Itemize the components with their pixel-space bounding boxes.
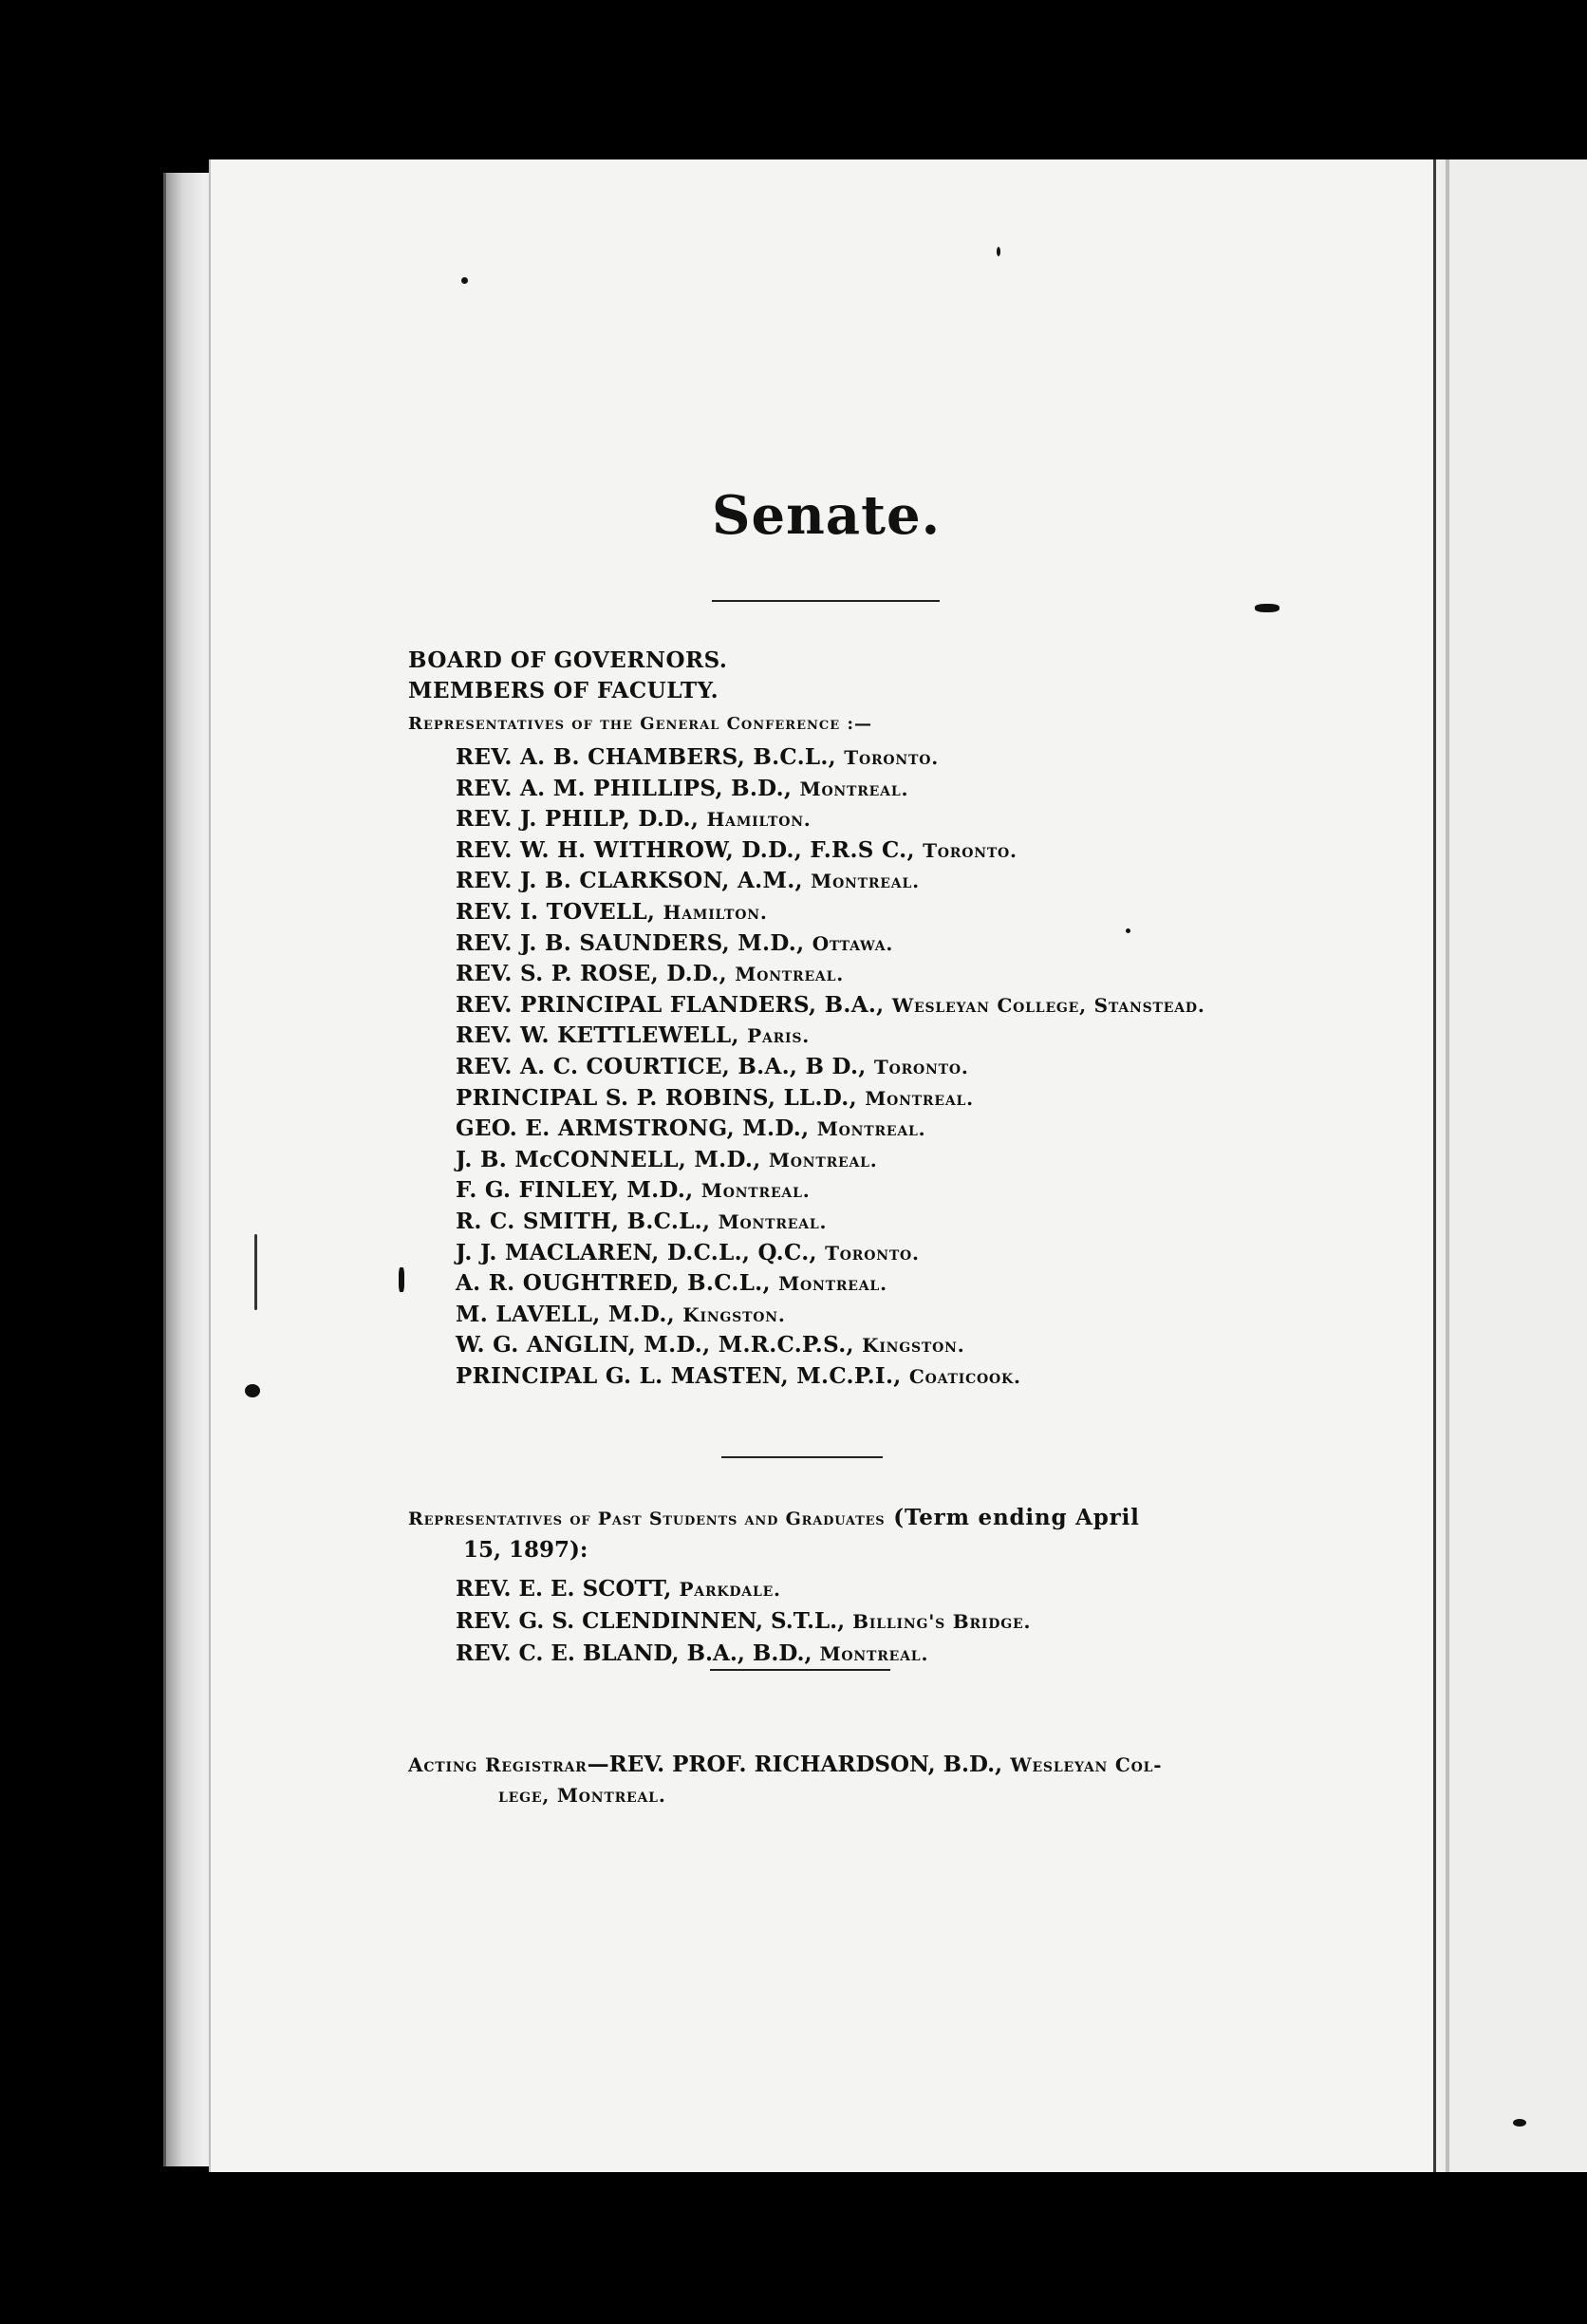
registrar-label: Acting Registrar <box>408 1753 588 1776</box>
member-place: Wesleyan College, Stanstead. <box>891 993 1205 1017</box>
registrar-place: Wesleyan Col- <box>1010 1753 1163 1776</box>
member-name: REV. PRINCIPAL FLANDERS, B.A., <box>456 991 892 1018</box>
scan-speck <box>245 1384 260 1397</box>
member-entry <box>456 774 1205 805</box>
member-name: REV. S. P. ROSE, D.D., <box>456 961 736 987</box>
member-place: Toronto. <box>844 746 939 769</box>
member-entry <box>456 866 1205 897</box>
member-entry <box>456 1145 1205 1176</box>
member-entry <box>456 742 1205 774</box>
registrar-place-continued: lege, Montreal. <box>498 1784 666 1807</box>
member-name: REV. W. H. WITHROW, D.D., F.R.S C., <box>456 836 924 863</box>
member-name: PRINCIPAL G. L. MASTEN, M.C.P.I., <box>456 1362 909 1389</box>
member-entry <box>456 1052 1205 1083</box>
general-conference-label: Representatives of the General Conference :— <box>408 714 873 734</box>
member-place: Montreal. <box>700 1179 811 1203</box>
member-place: Toronto. <box>825 1241 920 1265</box>
member-place: Montreal. <box>819 1642 929 1665</box>
member-place: Paris. <box>747 1024 811 1048</box>
member-place: Ottawa. <box>812 931 894 955</box>
past-students-term-continued: 15, 1897): <box>463 1537 588 1563</box>
member-place: Montreal. <box>811 870 920 893</box>
facing-page-edge <box>1433 159 1587 2172</box>
member-entry <box>456 1083 1205 1115</box>
member-name: J. J. MACLAREN, D.C.L., Q.C., <box>456 1239 826 1265</box>
member-entry <box>456 1638 1281 1670</box>
member-place: Montreal. <box>799 777 909 800</box>
member-entry <box>456 1605 1281 1638</box>
member-place: Hamilton. <box>706 808 812 832</box>
past-students-label <box>408 1502 1281 1535</box>
member-name: REV. J. PHILP, D.D., <box>456 806 707 833</box>
section-rule <box>721 1456 883 1458</box>
facing-page-fold <box>1446 159 1449 2172</box>
member-place: Montreal. <box>768 1148 878 1171</box>
scan-speck <box>399 1267 404 1292</box>
scan-speck <box>461 277 468 284</box>
member-name: F. G. FINLEY, M.D., <box>456 1177 701 1204</box>
heading-members-of-faculty: MEMBERS OF FACULTY. <box>408 678 719 703</box>
member-place: Montreal. <box>778 1272 887 1296</box>
member-place: Coaticook. <box>908 1364 1021 1388</box>
member-entry <box>456 928 1205 960</box>
member-place: Kingston. <box>862 1334 965 1358</box>
member-entry <box>456 804 1205 835</box>
title-rule <box>712 600 940 602</box>
member-entry <box>456 1300 1205 1331</box>
registrar-line <box>408 1749 1281 1781</box>
scan-speck <box>997 247 1000 256</box>
member-entry <box>456 1361 1205 1393</box>
member-name: REV. E. E. SCOTT, <box>456 1576 680 1602</box>
member-place: Montreal. <box>735 963 845 986</box>
page-title: Senate. <box>712 484 942 547</box>
general-conference-list <box>456 742 1205 1392</box>
member-entry <box>456 1238 1205 1269</box>
member-name: W. G. ANGLIN, M.D., M.R.C.P.S., <box>456 1332 863 1359</box>
member-name: REV. A. B. CHAMBERS, B.C.L., <box>456 744 845 770</box>
member-place: Billing's Bridge. <box>852 1610 1032 1633</box>
member-entry <box>456 959 1205 990</box>
scan-speck <box>254 1234 257 1310</box>
member-entry <box>456 1573 1281 1605</box>
member-name: J. B. McCONNELL, M.D., <box>456 1146 769 1172</box>
member-place: Toronto. <box>873 1055 969 1078</box>
member-name: REV. C. E. BLAND, B.A., B.D., <box>456 1640 820 1666</box>
scan-speck <box>1513 2119 1526 2127</box>
member-name: REV. A. C. COURTICE, B.A., B D., <box>456 1053 874 1079</box>
section-rule <box>710 1669 890 1671</box>
member-name: REV. J. B. CLARKSON, A.M., <box>456 868 812 894</box>
member-name: R. C. SMITH, B.C.L., <box>456 1208 719 1234</box>
past-students-title: Representatives of Past Students and Graduates <box>408 1509 886 1529</box>
member-place: Montreal. <box>718 1209 828 1233</box>
member-entry <box>456 1021 1205 1052</box>
past-students-list <box>456 1573 1281 1670</box>
member-entry <box>456 1175 1205 1207</box>
member-place: Montreal. <box>865 1086 974 1110</box>
member-name: A. R. OUGHTRED, B.C.L., <box>456 1270 779 1297</box>
member-name: REV. J. B. SAUNDERS, M.D., <box>456 929 812 956</box>
registrar-section <box>408 1749 1281 1809</box>
scan-speck <box>1255 604 1279 612</box>
member-place: Hamilton. <box>663 900 768 924</box>
heading-board-of-governors: BOARD OF GOVERNORS. <box>408 647 728 673</box>
member-name: REV. A. M. PHILLIPS, B.D., <box>456 775 800 801</box>
member-entry <box>456 1268 1205 1300</box>
member-name: PRINCIPAL S. P. ROBINS, LL.D., <box>456 1084 866 1111</box>
past-students-term: (Term ending April <box>885 1505 1140 1530</box>
member-name: M. LAVELL, M.D., <box>456 1301 683 1327</box>
scan-speck <box>1126 928 1130 933</box>
past-students-section <box>408 1502 1281 1670</box>
member-name: REV. I. TOVELL, <box>456 898 663 925</box>
member-name: REV. G. S. CLENDINNEN, S.T.L., <box>456 1608 853 1634</box>
member-entry <box>456 1207 1205 1238</box>
member-entry <box>456 990 1205 1021</box>
member-place: Montreal. <box>816 1117 926 1141</box>
registrar-name: —REV. PROF. RICHARDSON, B.D., <box>587 1752 1011 1777</box>
member-entry <box>456 897 1205 928</box>
member-place: Toronto. <box>923 838 1018 862</box>
member-entry <box>456 1114 1205 1145</box>
member-place: Parkdale. <box>679 1578 781 1601</box>
member-place: Kingston. <box>682 1303 786 1326</box>
member-name: GEO. E. ARMSTRONG, M.D., <box>456 1115 817 1142</box>
member-name: REV. W. KETTLEWELL, <box>456 1022 748 1049</box>
member-entry <box>456 1330 1205 1361</box>
member-entry <box>456 835 1205 867</box>
